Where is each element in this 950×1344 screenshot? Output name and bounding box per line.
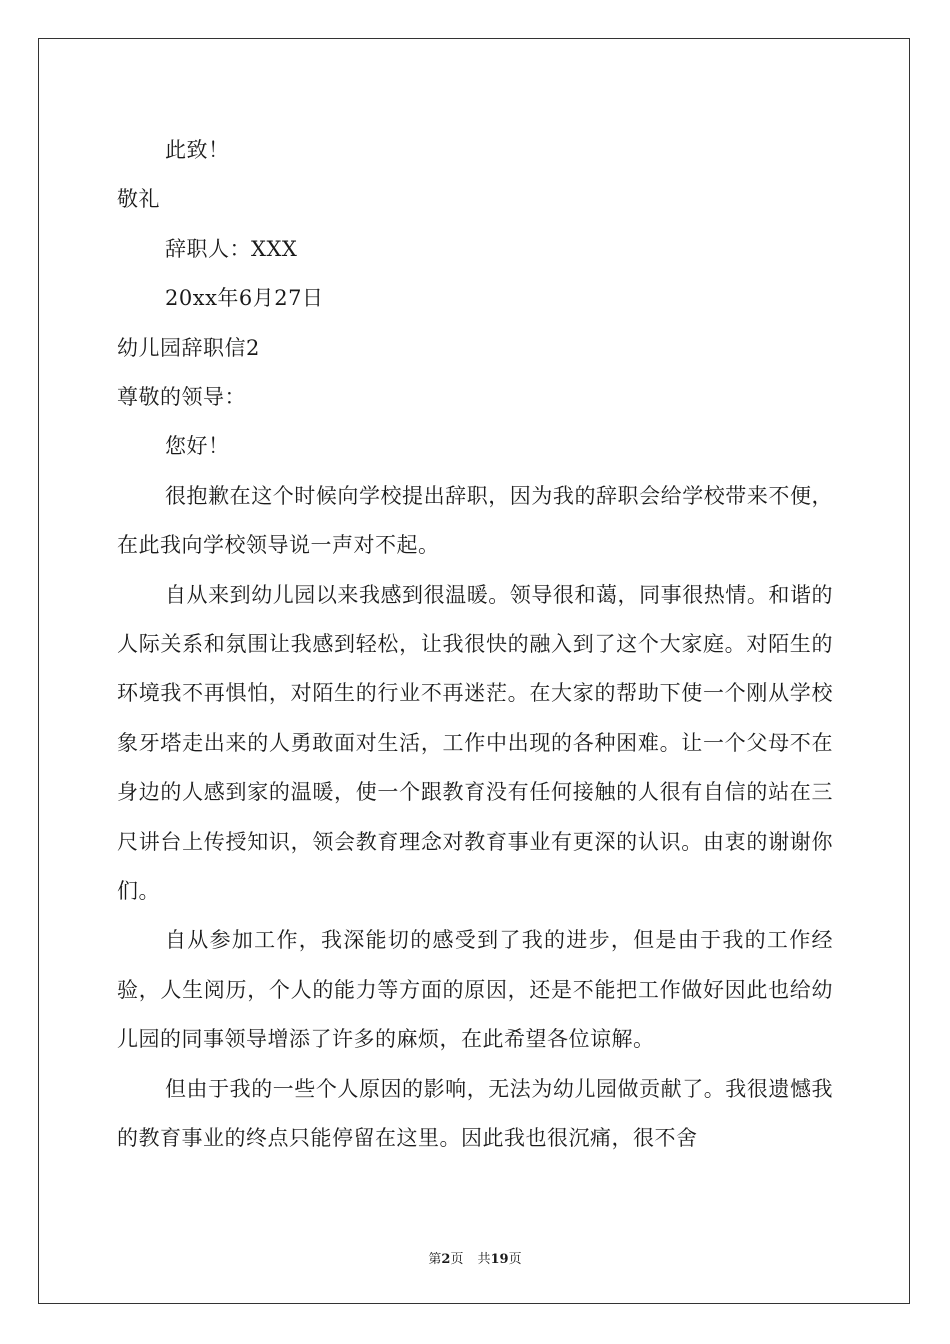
signer-line: 辞职人：XXX xyxy=(165,236,298,261)
section-title: 幼儿园辞职信2 xyxy=(117,335,260,360)
date-line: 20xx年6月27日 xyxy=(165,286,324,311)
total-suffix: 页 xyxy=(508,1252,522,1267)
page-footer xyxy=(0,1248,950,1267)
body-paragraph-2: 自从来到幼儿园以来我感到很温暖。领导很和蔼，同事很热情。和谐的人际关系和氛围让我感到轻松，让我很快的融入到了这个大家庭。对陌生的环境我不再惧怕，对陌生的行业不再迷茫。在大家的帮助下使一个刚从学校象牙塔走出来的人勇敢面对生活，工作中出现的各种困难。让一个父母不在身边的人感到家的温暖，使一个跟教育没有任何接触的人很有自信的站在三尺讲台上传授知识，领会教育理念对教育事业有更深的认识。由衷的谢谢你们。 xyxy=(117,582,833,903)
page-suffix: 页 xyxy=(450,1252,464,1267)
page-prefix: 第 xyxy=(428,1252,442,1267)
body-paragraph-4: 但由于我的一些个人原因的影响，无法为幼儿园做贡献了。我很遗憾我的教育事业的终点只能停留在这里。因此我也很沉痛，很不舍 xyxy=(117,1076,833,1151)
document-body xyxy=(117,126,833,1163)
body-paragraph-1: 很抱歉在这个时候向学校提出辞职，因为我的辞职会给学校带来不便，在此我向学校领导说一声对不起。 xyxy=(117,483,833,558)
greeting-line: 您好！ xyxy=(165,434,230,459)
salutation-respect: 敬礼 xyxy=(117,187,160,212)
page-number: 2 xyxy=(441,1252,451,1267)
total-pages: 19 xyxy=(490,1252,509,1267)
total-prefix: 共 xyxy=(477,1252,491,1267)
addressee-line: 尊敬的领导： xyxy=(117,384,246,409)
closing-line: 此致！ xyxy=(165,138,230,162)
body-paragraph-3: 自从参加工作，我深能切的感受到了我的进步，但是由于我的工作经验，人生阅历，个人的能力等方面的原因，还是不能把工作做好因此也给幼儿园的同事领导增添了许多的麻烦，在此希望各位谅解。 xyxy=(117,928,833,1052)
